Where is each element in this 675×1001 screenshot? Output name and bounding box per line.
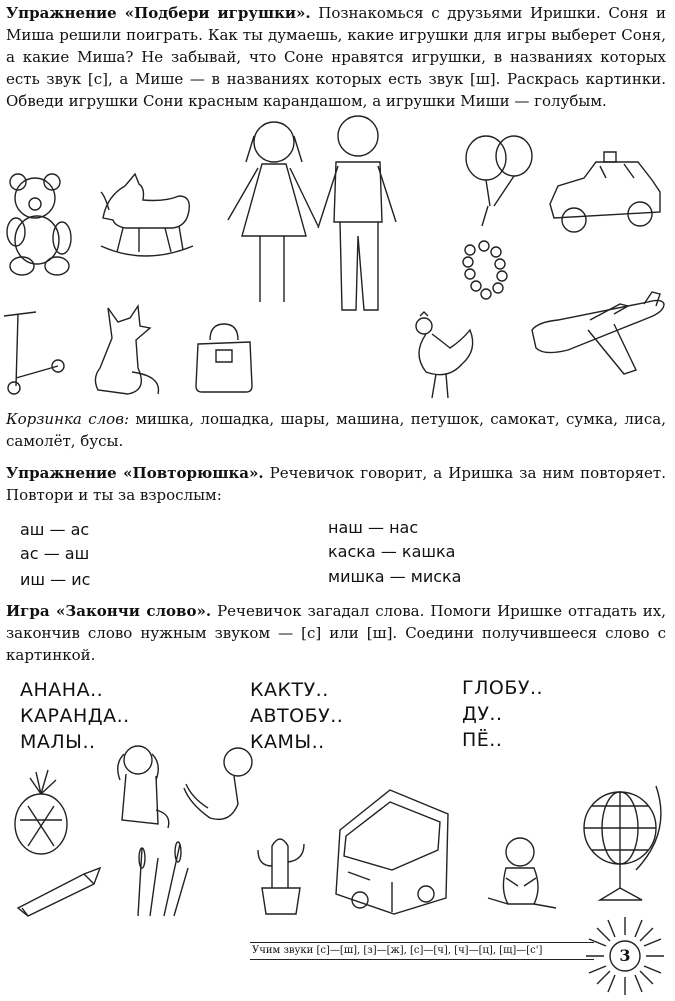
bus-picture [330,786,452,918]
pair-left-2: ас — аш [20,544,90,563]
pair-right-3: мишка — миска [328,567,462,586]
exercise2-text [6,462,666,506]
police-car-picture [544,148,664,240]
fox-picture [88,298,166,398]
word-col1-1: АНАНА.. [20,679,104,701]
globe-picture [576,776,666,908]
beads-picture [460,240,510,308]
airplane-picture [528,290,668,382]
rooster-picture [402,310,482,404]
exercise3-text [6,600,666,666]
teddy-bear-picture [2,168,76,278]
word-col2-1: КАКТУ.. [250,679,329,701]
footer-text: Учим звуки [с]—[ш], [з]—[ж], [с]—[ч], [ч]—[ц], [щ]—[с'] [252,945,543,956]
word-col2-3: КАМЫ.. [250,731,325,753]
puppy-picture [110,740,174,832]
word-col3-2: ДУ.. [462,703,503,725]
word-col1-3: МАЛЫ.. [20,731,96,753]
baby-picture [478,834,562,918]
pineapple-picture [8,766,74,856]
bag-picture [192,320,256,396]
pair-left-3: иш — ис [20,570,91,589]
word-col2-2: АВТОБУ.. [250,705,344,727]
pencil-picture [14,864,108,916]
exercise1-text [6,2,666,112]
scooter-picture [0,308,66,396]
sonya-and-misha-picture [218,112,414,326]
shower-head-picture [180,744,260,830]
reeds-picture [128,838,194,918]
exercise1-title: Упражнение «Подбери игрушки». [6,4,311,22]
basket-label: Корзинка слов: [6,410,129,428]
balloons-picture [462,132,538,228]
exercise2-body: Речевичок говорит, а Иришка за ним повторяет. Повтори и ты за взрослым: [6,464,666,504]
pair-right-1: наш — нас [328,518,419,537]
exercise3-body: Речевичок загадал слова. Помоги Иришке отгадать их, закончив слово нужным звуком — [с] или [ш]. Соедини получившееся слово с картинкой. [6,602,666,664]
exercise2-title: Упражнение «Повторюшка». [6,464,264,482]
word-col1-2: КАРАНДА.. [20,705,130,727]
basket-words: мишка, лошадка, шары, машина, петушок, самокат, сумка, лиса, самолёт, бусы. [6,410,666,450]
exercise3-title: Игра «Закончи слово». [6,602,212,620]
word-col3-1: ГЛОБУ.. [462,677,544,699]
pair-right-2: каска — кашка [328,542,456,561]
footer-strip [250,942,594,960]
page-number: 3 [619,946,631,965]
exercise1-body: Познакомься с друзьями Иришки. Соня и Миша решили поиграть. Как ты думаешь, какие игрушки для игры выберет Соня, а какие Миша? Не забывай, что Соне нравятся игрушки, в названиях которых есть звук [с], а Мише — в названиях которых есть звук [ш]. Раскрась картинки. Обведи игрушки Сони красным карандашом, а игрушки Миши — голубым. [6,4,666,110]
rocking-horse-picture [95,166,197,268]
word-col3-3: ПЁ.. [462,729,503,751]
basket-of-words [6,408,666,452]
cactus-picture [250,826,312,918]
pair-left-1: аш — ас [20,520,90,539]
